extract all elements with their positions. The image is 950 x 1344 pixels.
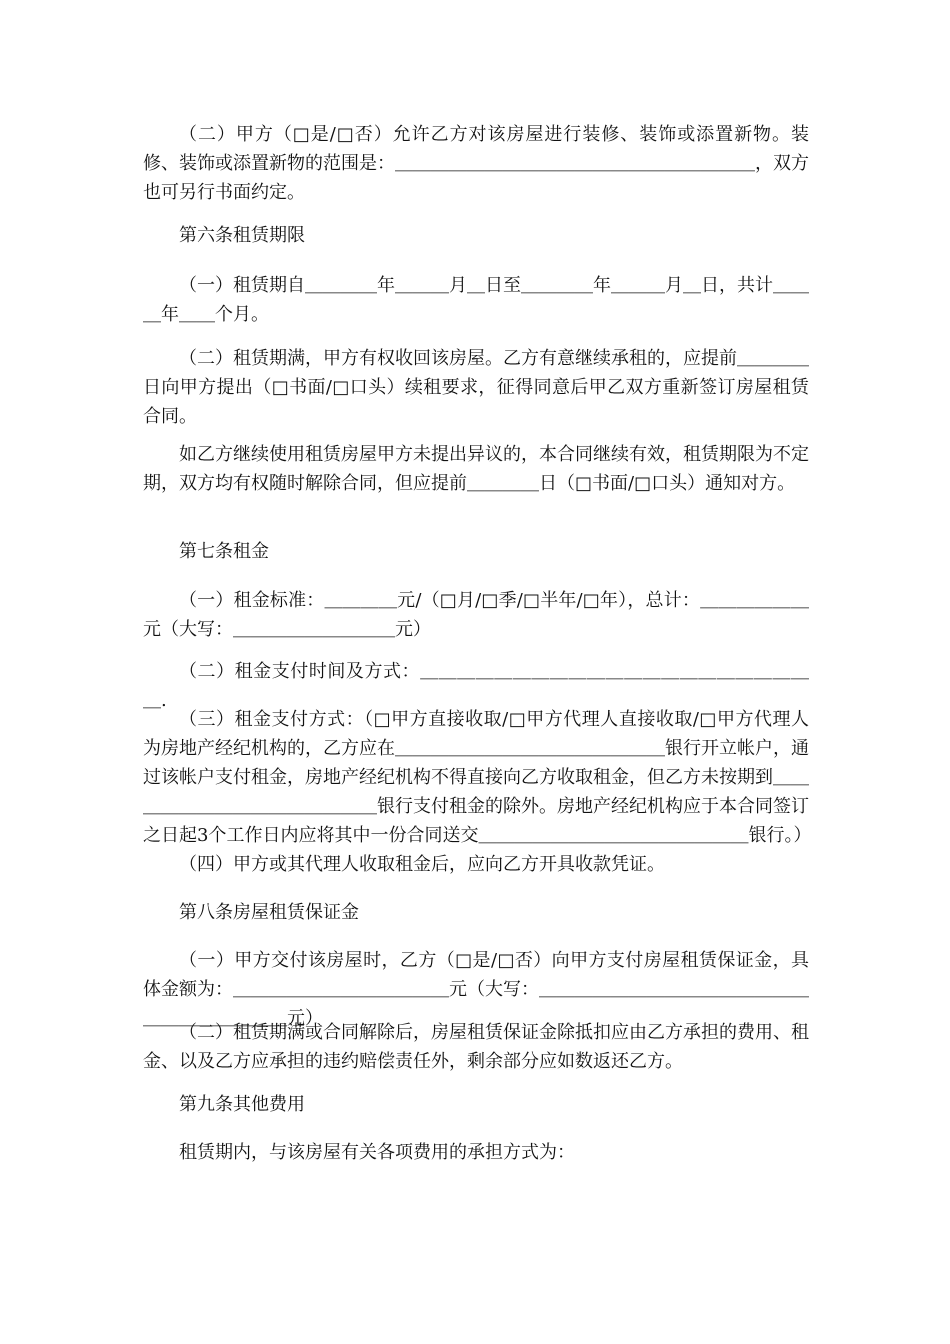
clause-8-1-deposit: （一）甲方交付该房屋时，乙方（□是/□否）向甲方支付房屋租赁保证金，具体金额为：＿＿＿＿＿＿＿＿＿＿＿＿元（大写：＿＿＿＿＿＿＿＿＿＿＿＿＿＿＿＿＿＿＿＿＿＿＿元）	[143, 950, 809, 1029]
clause-8-2-deposit-return: （二）租赁期满或合同解除后，房屋租赁保证金除抵扣应由乙方承担的费用、租金、以及乙方应承担的违约赔偿责任外，剩余部分应如数返还乙方。	[143, 1022, 809, 1072]
article-6-heading: 第六条租赁期限	[179, 225, 305, 246]
article-9-heading: 第九条其他费用	[179, 1094, 305, 1115]
clause-6-2-renewal: （二）租赁期满，甲方有权收回该房屋。乙方有意继续承租的，应提前＿＿＿＿日向甲方提出（□书面/□口头）续租要求，征得同意后甲乙双方重新签订房屋租赁合同。	[143, 348, 809, 427]
clause-5-2-renovation: （二）甲方（□是/□否）允许乙方对该房屋进行装修、装饰或添置新物。装修、装饰或添置新物的范围是：＿＿＿＿＿＿＿＿＿＿＿＿＿＿＿＿＿＿＿＿，双方也可另行书面约定。	[143, 124, 809, 203]
article-7-heading: 第七条租金	[179, 541, 269, 562]
clause-6-indefinite: 如乙方继续使用租赁房屋甲方未提出异议的，本合同继续有效，租赁期限为不定期，双方均有权随时解除合同，但应提前＿＿＿＿日（□书面/□口头）通知对方。	[143, 444, 809, 494]
clause-9-fees: 租赁期内，与该房屋有关各项费用的承担方式为：	[179, 1142, 575, 1163]
clause-7-2-payment-time: （二）租金支付时间及方式：＿＿＿＿＿＿＿＿＿＿＿＿＿＿＿＿＿＿＿＿＿＿.	[143, 661, 809, 711]
clause-7-3-payment-method: （三）租金支付方式：（□甲方直接收取/□甲方代理人直接收取/□甲方代理人为房地产经纪机构的，乙方应在＿＿＿＿＿＿＿＿＿＿＿＿＿＿＿银行开立帐户，通过该帐户支付租金，房地产经纪机构不得直接向乙方收取租金，但乙方未按期到＿＿＿＿＿＿＿＿＿＿＿＿＿＿＿银行支付租金的除外。房地产经纪机构应于本合同签订之日起3个工作日内应将其中一份合同送交＿＿＿＿＿＿＿＿＿＿＿＿＿＿＿银行。）	[143, 709, 812, 846]
clause-7-4-receipt: （四）甲方或其代理人收取租金后，应向乙方开具收款凭证。	[179, 854, 665, 875]
clause-7-1-rent-standard: （一）租金标准：＿＿＿＿元/（□月/□季/□半年/□年），总计：＿＿＿＿＿＿元（大写：＿＿＿＿＿＿＿＿＿元）	[143, 590, 809, 640]
article-8-heading: 第八条房屋租赁保证金	[179, 902, 359, 923]
clause-6-1-lease-term: （一）租赁期自＿＿＿＿年＿＿＿月＿日至＿＿＿＿年＿＿＿月＿日，共计＿＿＿年＿＿个月。	[143, 275, 809, 325]
